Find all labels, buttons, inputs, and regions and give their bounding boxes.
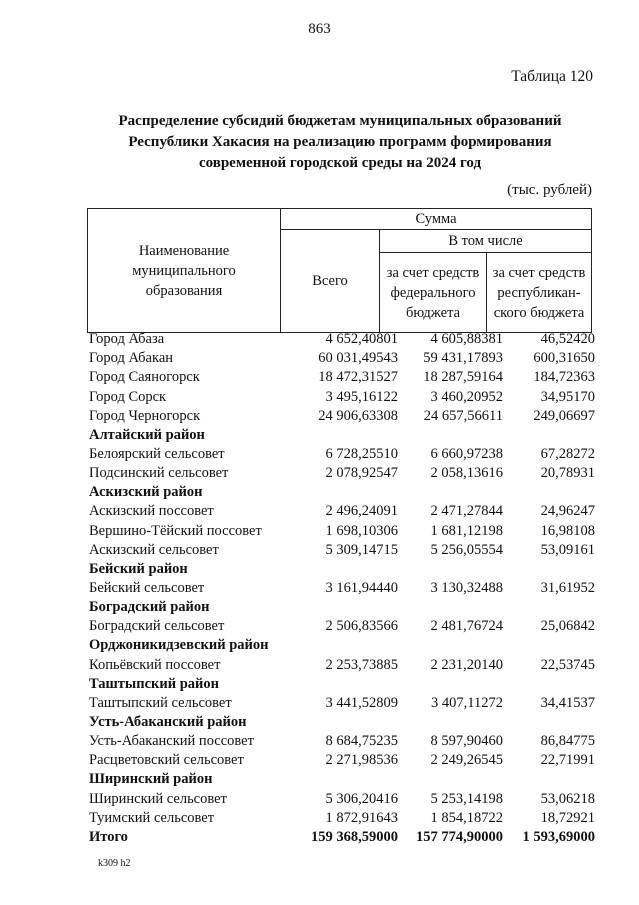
row-republic: 31,61952 (540, 579, 595, 596)
table-row (89, 464, 595, 483)
page-number: 863 (308, 21, 331, 37)
row-republic: 20,78931 (540, 465, 595, 482)
row-name: Боградский район (89, 599, 210, 616)
header-including: В том числе (380, 230, 592, 253)
row-federal: 2 481,76724 (430, 618, 503, 635)
header-federal: за счет средств федерального бюджета (380, 253, 487, 333)
row-federal: 5 256,05554 (430, 541, 503, 558)
table-row (89, 789, 595, 808)
group-row (89, 483, 595, 502)
group-row (89, 426, 595, 445)
row-name: Аскизский сельсовет (89, 541, 219, 558)
row-federal: 2 249,26545 (430, 752, 503, 769)
table-row (89, 407, 595, 426)
title-line: Распределение субсидий бюджетам муниципальных образований (118, 113, 562, 129)
row-republic: 16,98108 (540, 522, 595, 539)
row-total: 2 271,98536 (325, 752, 398, 769)
table-header (87, 208, 592, 333)
row-total: 159 368,59000 (311, 828, 398, 845)
row-total: 24 906,63308 (318, 407, 398, 424)
row-name: Итого (89, 828, 128, 845)
table-row (89, 521, 595, 540)
row-name: Таштыпский сельсовет (89, 694, 232, 711)
row-total: 4 652,40801 (325, 331, 398, 348)
row-name: Усть-Абаканский поссовет (89, 733, 254, 750)
row-name: Вершино-Тёйский поссовет (89, 522, 262, 539)
row-name: Таштыпский район (89, 675, 219, 692)
row-republic: 53,09161 (540, 541, 595, 558)
row-republic: 1 593,69000 (522, 828, 595, 845)
row-federal: 2 231,20140 (430, 656, 503, 673)
header-sum: Сумма (281, 209, 592, 230)
row-name: Город Сорск (89, 388, 167, 405)
row-total: 1 872,91643 (325, 809, 398, 826)
row-federal: 1 681,12198 (430, 522, 503, 539)
row-federal: 1 854,18722 (430, 809, 503, 826)
row-name: Усть-Абаканский район (89, 713, 247, 730)
title-line: Республики Хакасия на реализацию программ формирования (128, 134, 552, 150)
row-total: 1 698,10306 (325, 522, 398, 539)
row-republic: 46,52420 (540, 331, 595, 348)
table-row (89, 387, 595, 406)
row-republic: 184,72363 (533, 369, 595, 386)
group-row (89, 636, 595, 655)
row-total: 3 495,16122 (325, 388, 398, 405)
header-republic: за счет средств республикан-ского бюджета (487, 253, 592, 333)
table-row (89, 541, 595, 560)
row-federal: 2 058,13616 (430, 465, 503, 482)
row-republic: 67,28272 (540, 445, 595, 462)
row-federal: 6 660,97238 (430, 445, 503, 462)
group-row (89, 598, 595, 617)
table-row (89, 617, 595, 636)
row-federal: 8 597,90460 (430, 733, 503, 750)
table-body (89, 330, 595, 847)
row-name: Город Абакан (89, 350, 174, 367)
table-row (89, 655, 595, 674)
row-name: Белоярский сельсовет (89, 445, 225, 462)
row-federal: 24 657,56611 (423, 407, 503, 424)
row-republic: 600,31650 (533, 350, 595, 367)
row-republic: 25,06842 (540, 618, 595, 635)
row-name: Город Абаза (89, 331, 165, 348)
row-name: Копьёвский поссовет (89, 656, 221, 673)
row-total: 2 506,83566 (325, 618, 398, 635)
row-federal: 5 253,14198 (430, 790, 503, 807)
row-name: Бейский район (89, 560, 188, 577)
row-total: 60 031,49543 (318, 350, 398, 367)
table-row (89, 694, 595, 713)
table-row (89, 732, 595, 751)
table-row (89, 349, 595, 368)
document-title (90, 111, 590, 174)
row-name: Город Черногорск (89, 407, 201, 424)
row-federal: 59 431,17893 (423, 350, 503, 367)
units-label: (тыс. рублей) (507, 182, 592, 198)
row-name: Боградский сельсовет (89, 618, 225, 635)
row-republic: 34,41537 (540, 694, 595, 711)
row-name: Туимский сельсовет (89, 809, 215, 826)
row-name: Аскизский район (89, 484, 203, 501)
row-federal: 18 287,59164 (423, 369, 503, 386)
row-total: 5 306,20416 (325, 790, 398, 807)
table-row (89, 330, 595, 349)
table-row (89, 579, 595, 598)
row-name: Бейский сельсовет (89, 579, 205, 596)
row-name: Подсинский сельсовет (89, 465, 229, 482)
row-name: Алтайский район (89, 426, 205, 443)
row-federal: 3 460,20952 (430, 388, 503, 405)
row-total: 18 472,31527 (318, 369, 398, 386)
row-republic: 249,06697 (533, 407, 595, 424)
table-row (89, 368, 595, 387)
row-total: 2 253,73885 (325, 656, 398, 673)
row-name: Ширинский сельсовет (89, 790, 227, 807)
header-name-column: Наименование муниципального образования (88, 209, 281, 333)
row-total: 3 441,52809 (325, 694, 398, 711)
row-republic: 22,53745 (540, 656, 595, 673)
row-total: 8 684,75235 (325, 733, 398, 750)
group-row (89, 560, 595, 579)
row-name: Орджоникидзевский район (89, 637, 269, 654)
table-row (89, 445, 595, 464)
row-republic: 24,96247 (540, 503, 595, 520)
footer-code: k309 h2 (98, 858, 131, 869)
row-total: 2 496,24091 (325, 503, 398, 520)
table-label: Таблица 120 (511, 68, 593, 85)
group-row (89, 713, 595, 732)
row-total: 5 309,14715 (325, 541, 398, 558)
title-line: современной городской среды на 2024 год (198, 155, 482, 171)
group-row (89, 675, 595, 694)
row-republic: 34,95170 (540, 388, 595, 405)
row-republic: 22,71991 (540, 752, 595, 769)
row-total: 3 161,94440 (325, 579, 398, 596)
row-federal: 3 407,11272 (431, 694, 503, 711)
row-federal: 2 471,27844 (430, 503, 503, 520)
table-row (89, 809, 595, 828)
row-republic: 53,06218 (540, 790, 595, 807)
row-federal: 157 774,90000 (416, 828, 503, 845)
row-name: Аскизский поссовет (89, 503, 214, 520)
header-total: Всего (281, 230, 380, 333)
row-federal: 4 605,88381 (430, 331, 503, 348)
group-row (89, 770, 595, 789)
row-federal: 3 130,32488 (430, 579, 503, 596)
row-republic: 18,72921 (540, 809, 595, 826)
row-republic: 86,84775 (540, 733, 595, 750)
row-total: 6 728,25510 (325, 445, 398, 462)
table-row (89, 502, 595, 521)
row-total: 2 078,92547 (325, 465, 398, 482)
row-name: Ширинский район (89, 771, 213, 788)
row-name: Город Саяногорск (89, 369, 200, 386)
table-row (89, 751, 595, 770)
row-name: Расцветовский сельсовет (89, 752, 244, 769)
total-row (89, 828, 595, 847)
